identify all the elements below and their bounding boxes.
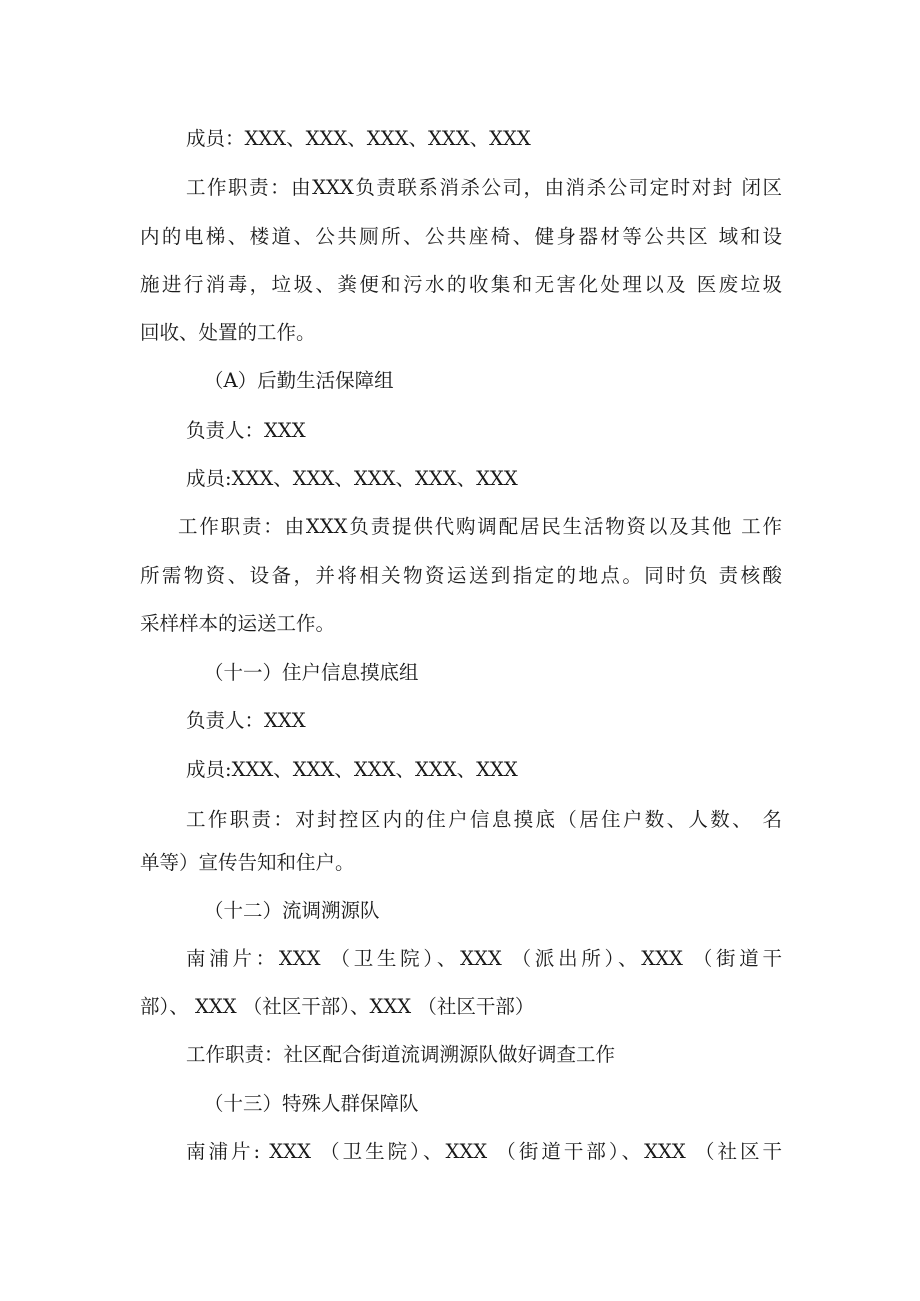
members-line-1: 成员：XXX、XXX、XXX、XXX、XXX	[186, 127, 531, 150]
duty-paragraph-a-line-1: 工作职责：由XXX负责提供代购调配居民生活物资以及其他 工作	[178, 515, 782, 538]
duty-paragraph-1-line-4: 回收、处置的工作。	[140, 321, 316, 344]
leader-line-a: 负责人：XXX	[186, 419, 306, 442]
duty-paragraph-1-line-1: 工作职责：由XXX负责联系消杀公司，由消杀公司定时对封 闭区	[186, 176, 782, 199]
section-heading-13: （十三）特殊人群保障队	[204, 1092, 419, 1115]
duty-paragraph-11-line-2: 单等）宣传告知和住户。	[140, 851, 355, 874]
team-line-12-2: 部）、 XXX （社区干部）、XXX （社区干部）	[140, 995, 535, 1018]
duty-paragraph-1-line-3: 施进行消毒，垃圾、粪便和污水的收集和无害化处理以及 医废垃圾	[140, 273, 782, 296]
leader-line-11: 负责人：XXX	[186, 709, 306, 732]
duty-line-12: 工作职责：社区配合街道流调溯源队做好调查工作	[186, 1043, 616, 1066]
section-heading-11: （十一）住户信息摸底组	[204, 661, 419, 684]
team-line-12-1: 南浦片：XXX （卫生院）、XXX （派出所）、XXX （街道干	[186, 947, 782, 970]
duty-paragraph-1-line-2: 内的电梯、楼道、公共厕所、公共座椅、健身器材等公共区 域和设	[140, 225, 782, 248]
duty-paragraph-11-line-1: 工作职责：对封控区内的住户信息摸底（居住户数、人数、 名	[186, 808, 782, 831]
members-line-11: 成员:XXX、XXX、XXX、XXX、XXX	[186, 758, 518, 781]
duty-paragraph-a-line-2: 所需物资、设备，并将相关物资运送到指定的地点。同时负 责核酸	[140, 564, 782, 587]
section-heading-a: （A）后勤生活保障组	[204, 369, 394, 392]
members-line-a: 成员:XXX、XXX、XXX、XXX、XXX	[186, 467, 518, 490]
section-heading-12: （十二）流调溯源队	[204, 899, 380, 922]
team-line-13-1: 南浦片: XXX （卫生院）、XXX （街道干部）、XXX （社区干	[186, 1140, 782, 1163]
duty-paragraph-a-line-3: 采样样本的运送工作。	[140, 612, 336, 635]
